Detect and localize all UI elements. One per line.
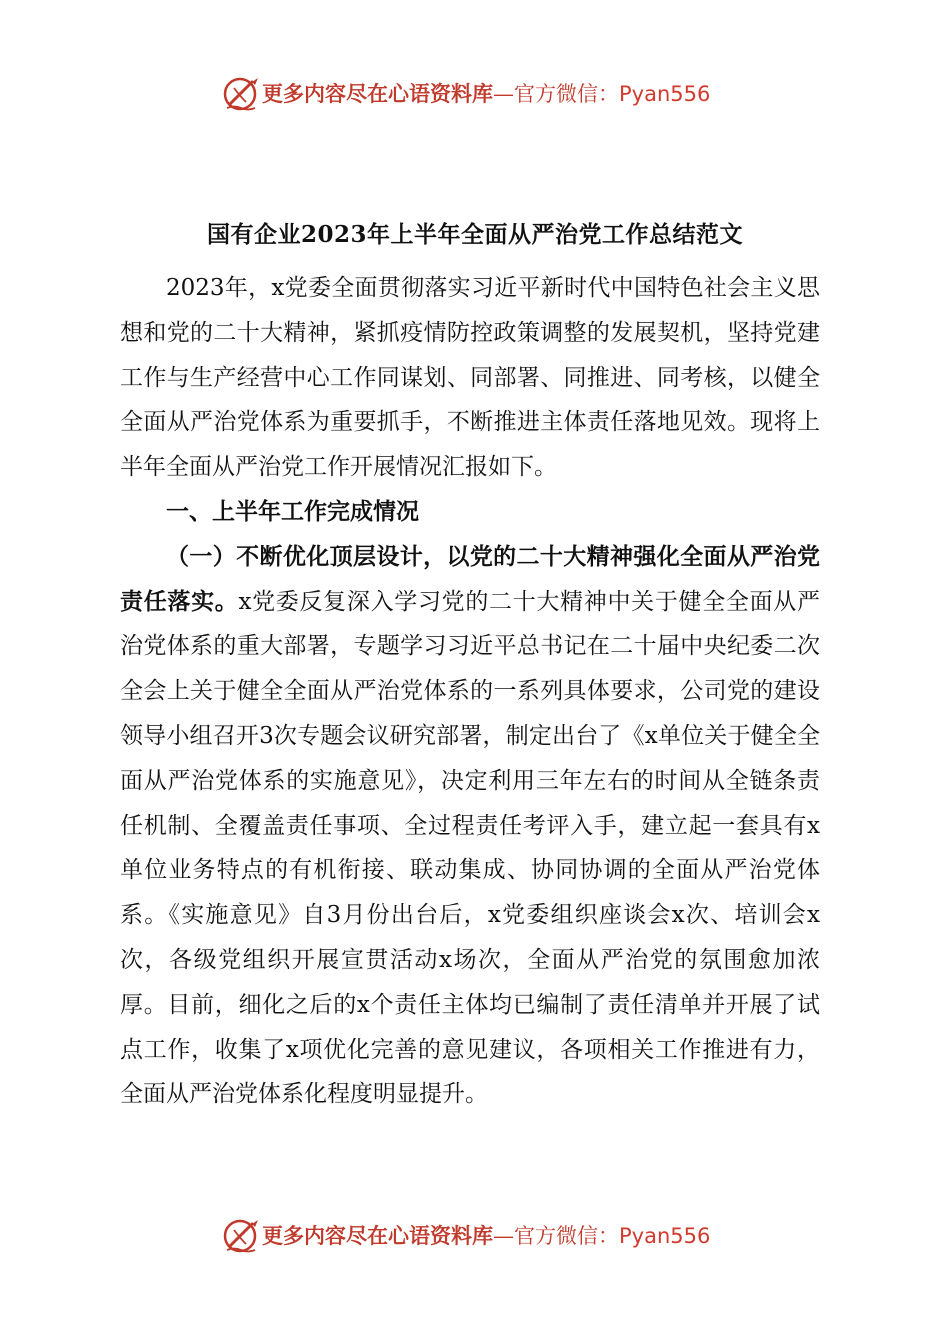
pen-seal-logo-icon [222, 74, 262, 114]
banner-text [262, 1221, 710, 1251]
pen-seal-logo-icon [222, 1216, 262, 1256]
item-paragraph [120, 535, 820, 1117]
banner-wechat-id: Pyan556 [619, 1224, 711, 1248]
banner-dash: — [493, 82, 514, 106]
intro-paragraph: 2023年，x党委全面贯彻落实习近平新时代中国特色社会主义思想和党的二十大精神，紧抓疫情防控政策调整的发展契机，坚持党建工作与生产经营中心工作同谋划、同部署、同推进、同考核，以健全全面从严治党体系为重要抓手，不断推进主体责任落地见效。现将上半年全面从严治党工作开展情况汇报如下。 [120, 275, 820, 481]
banner-wechat-label: 官方微信： [514, 1224, 619, 1248]
document-title: 国有企业2023年上半年全面从严治党工作总结范文 [206, 221, 743, 248]
banner-main-text: 更多内容尽在心语资料库 [262, 1223, 493, 1248]
section-heading: 一、上半年工作完成情况 [166, 497, 419, 525]
banner-text [262, 79, 710, 109]
footer-watermark-banner [0, 1212, 950, 1262]
banner-wechat-id: Pyan556 [619, 82, 711, 106]
banner-main-text: 更多内容尽在心语资料库 [262, 81, 493, 106]
banner-wechat-label: 官方微信： [514, 82, 619, 106]
header-watermark-banner [0, 70, 950, 120]
item-body-text: x党委反复深入学习党的二十大精神中关于健全全面从严治党体系的重大部署，专题学习习近平总书记在二十届中央纪委二次全会上关于健全全面从严治党体系的一系列具体要求，公司党的建设领导小组召开3次专题会议研究部署，制定出台了《x单位关于健全全面从严治党体系的实施意见》，决定利用三年左右的时间从全链条责任机制、全覆盖责任事项、全过程责任考评入手，建立起一套具有x单位业务特点的有机衔接、联动集成、协同协调的全面从严治党体系。《实施意见》自3月份出台后，x党委组织座谈会x次、培训会x次，各级党组织开展宣贯活动x场次，全面从严治党的氛围愈加浓厚。目前，细化之后的x个责任主体均已编制了责任清单并开展了试点工作，收集了x项优化完善的意见建议，各项相关工作推进有力，全面从严治党体系化程度明显提升。 [120, 588, 820, 1108]
document-body [120, 266, 820, 1117]
banner-dash: — [493, 1224, 514, 1248]
item-lead-heading: （一）不断优化顶层设计，以党的二十大精神强化全面从严治党责任落实。 [120, 542, 820, 615]
